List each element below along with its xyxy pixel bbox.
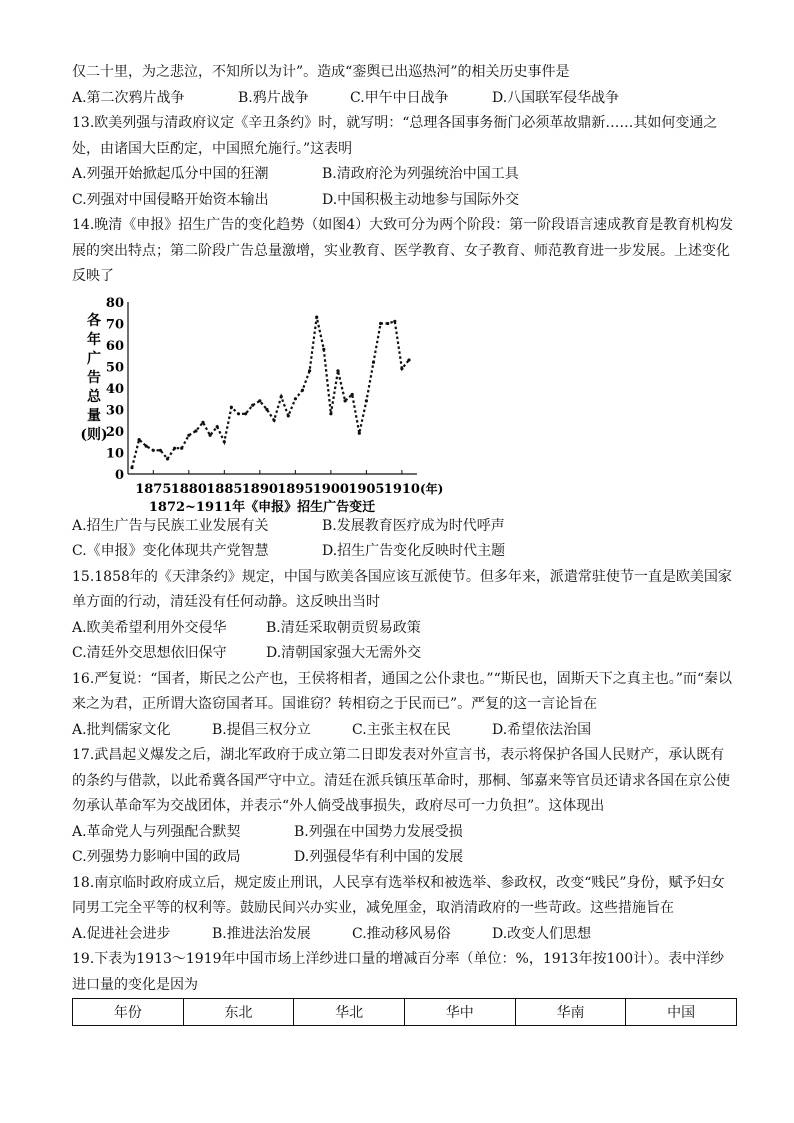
y-axis-title xyxy=(80,312,107,443)
q12-option-d[interactable]: D.八国联军侵华战争 xyxy=(492,89,620,106)
x-tick-label: 1905 xyxy=(348,481,385,497)
table-header-cell: 华南 xyxy=(515,999,626,1026)
q13-option-c[interactable]: C.列强对中国侵略开始资本输出 xyxy=(72,191,269,208)
q15-option-d[interactable]: D.清朝国家强大无需外交 xyxy=(266,645,422,661)
data-point xyxy=(216,425,219,428)
q13-options-row2 xyxy=(72,188,738,214)
data-point xyxy=(336,369,339,372)
table-header-cell: 东北 xyxy=(183,999,294,1026)
y-tick-label: 10 xyxy=(105,446,124,461)
x-tick-label: 1875 xyxy=(135,481,172,497)
data-point xyxy=(180,446,183,449)
q15-option-b[interactable]: B.清廷采取朝贡贸易政策 xyxy=(266,619,421,636)
data-point xyxy=(294,397,297,400)
q17-options-row1 xyxy=(72,820,738,846)
q14-stem: 14.晚清《申报》招生广告的变化趋势（如图4）大致可分为两个阶段：第一阶段语言速成教育是教育机构发展的突出特点；第二阶段广告总量激增，实业教育、医学教育、女子教育、师范教育进一步发展。上述变化反映了 xyxy=(72,217,734,284)
data-point xyxy=(315,315,318,318)
data-point xyxy=(322,347,325,350)
data-point xyxy=(400,367,403,370)
series-line xyxy=(132,317,409,468)
q14-options-row2 xyxy=(72,539,738,565)
chart-figure-4 xyxy=(72,292,738,514)
q15-stem: 15.1858年的《天津条约》规定，中国与欧美各国应该互派使节。但多年来，派遣常驻使节一直是欧美国家单方面的行动，清廷没有任何动静。这反映出当时 xyxy=(72,568,732,610)
data-point xyxy=(287,414,290,417)
q16-option-d[interactable]: D.希望依法治国 xyxy=(492,721,592,738)
data-point xyxy=(280,395,283,398)
data-point xyxy=(145,444,148,447)
q15-options-row2 xyxy=(72,641,738,667)
data-point xyxy=(130,466,133,469)
q16-option-c[interactable]: C.主张主权在民 xyxy=(352,721,451,738)
q17-option-b[interactable]: B.列强在中国势力发展受损 xyxy=(294,823,463,840)
data-point xyxy=(194,429,197,432)
x-tick-label: 1900 xyxy=(312,481,349,497)
q17-option-c[interactable]: C.列强势力影响中国的政局 xyxy=(72,849,241,865)
q18-stem: 18.南京临时政府成立后，规定废止刑讯，人民享有选举权和被选举、参政权，改变“贱民”身份，赋予妇女同男工完全平等的权利等。鼓励民间兴办实业，减免厘金，取消清政府的一些苛政。这些措施旨在 xyxy=(72,874,725,916)
data-point xyxy=(138,438,141,441)
q12-option-b[interactable]: B.鸦片战争 xyxy=(238,89,309,106)
data-point xyxy=(166,457,169,460)
x-axis-unit: (年) xyxy=(420,481,444,496)
data-point xyxy=(386,321,389,324)
data-point xyxy=(201,420,204,423)
q17-options-row2 xyxy=(72,845,738,871)
q18-option-c[interactable]: C.推动移风易俗 xyxy=(352,925,451,942)
q19-stem: 19.下表为1913～1919年中国市场上洋纱进口量的增减百分率（单位：%，1913年按100计）。表中洋纱进口量的变化是因为 xyxy=(72,951,725,993)
q14-option-d[interactable]: D.招生广告变化反映时代主题 xyxy=(322,543,506,559)
data-point xyxy=(244,412,247,415)
data-point xyxy=(308,369,311,372)
data-point xyxy=(301,388,304,391)
chart-title: 1872~1911年《申报》招生广告变迁 xyxy=(148,499,376,514)
line-chart xyxy=(72,292,452,514)
exam-page xyxy=(72,60,738,1026)
x-tick-label: 1890 xyxy=(241,481,278,497)
y-tick-label: 40 xyxy=(105,381,124,397)
q13-stem: 13.欧美列强与清政府议定《辛丑条约》时，就写明：“总理各国事务衙门必须革故鼎新……其如何变通之处，由诸国大臣酌定，中国照允施行。”这表明 xyxy=(72,115,718,157)
data-point xyxy=(159,448,162,451)
q13-option-b[interactable]: B.清政府沦为列强统治中国工具 xyxy=(322,166,519,182)
q14-option-c[interactable]: C.《申报》变化体现共产党智慧 xyxy=(72,543,269,559)
data-point xyxy=(251,403,254,406)
y-tick-label: 80 xyxy=(105,295,124,311)
y-tick-label: 70 xyxy=(105,317,124,332)
table-header-cell: 华北 xyxy=(294,999,405,1026)
q16-stem: 16.严复说：“国者，斯民之公产也，王侯将相者，通国之公仆隶也。”“斯民也，固斯天下之真主也。”而“秦以来之为君，正所谓大盗窃国者耳。国谁窃？转相窃之于民而已”。严复的这一言论旨在 xyxy=(72,670,733,712)
data-point xyxy=(209,433,212,436)
y-tick-label: 50 xyxy=(105,360,124,375)
data-point xyxy=(173,446,176,449)
q15-option-c[interactable]: C.清廷外交思想依旧保守 xyxy=(72,645,227,661)
data-point xyxy=(223,440,226,443)
q12-options xyxy=(72,86,738,112)
data-point xyxy=(407,358,410,361)
data-point xyxy=(379,321,382,324)
q17-option-a[interactable]: A.革命党人与列强配合默契 xyxy=(72,823,241,840)
data-point xyxy=(258,399,261,402)
q16-option-b[interactable]: B.提倡三权分立 xyxy=(212,721,311,738)
q18-options xyxy=(72,922,738,948)
table-header-cell: 华中 xyxy=(404,999,515,1026)
data-point xyxy=(344,399,347,402)
q12-stem-tail: 仅二十里，为之悲泣，不知所以为计”。造成“銮舆已出巡热河”的相关历史事件是 xyxy=(72,64,570,80)
q15-options-row1 xyxy=(72,616,738,642)
y-axis-title-text: 各年广告总量(则) xyxy=(80,312,108,443)
x-tick-label: 1895 xyxy=(277,481,314,497)
y-tick-label: 20 xyxy=(105,424,124,440)
q13-option-a[interactable]: A.列强开始掀起瓜分中国的狂潮 xyxy=(72,166,269,182)
x-tick-label: 1885 xyxy=(206,481,243,497)
data-point xyxy=(265,407,268,410)
data-point xyxy=(393,319,396,322)
x-tick-label: 1910 xyxy=(383,481,420,497)
data-point xyxy=(351,392,354,395)
data-point xyxy=(358,431,361,434)
data-point xyxy=(329,412,332,415)
data-point xyxy=(237,412,240,415)
data-point xyxy=(152,448,155,451)
table-header-row xyxy=(73,999,737,1026)
y-tick-label: 30 xyxy=(105,403,124,418)
q14-option-b[interactable]: B.发展教育医疗成为时代呼声 xyxy=(322,517,505,534)
table-header-cell: 年份 xyxy=(73,999,184,1026)
q14-option-a[interactable]: A.招生广告与民族工业发展有关 xyxy=(72,517,269,534)
q13-options-row1 xyxy=(72,162,738,188)
data-point xyxy=(365,399,368,402)
x-tick-label: 1880 xyxy=(170,481,207,497)
data-point xyxy=(372,360,375,363)
data-point xyxy=(187,433,190,436)
q16-option-a[interactable]: A.批判儒家文化 xyxy=(72,721,171,738)
q19-table xyxy=(72,998,737,1026)
y-tick-label: 60 xyxy=(105,338,124,354)
q12-option-a[interactable]: A.第二次鸦片战争 xyxy=(72,89,185,106)
q16-options xyxy=(72,718,738,744)
y-tick-label: 0 xyxy=(114,467,124,483)
data-point xyxy=(273,418,276,421)
table-header-cell: 中国 xyxy=(626,999,737,1026)
q17-stem: 17.武昌起义爆发之后，湖北军政府于成立第二日即发表对外宣言书，表示将保护各国人民财产，承认既有的条约与借款，以此希冀各国严守中立。清廷在派兵镇压革命时，那桐、邹嘉来等官员还请求各国在京公使勿承认革命军为交战团体，并表示“外人倘受战事损失，政府尽可一力负担”。这体现出 xyxy=(72,747,730,814)
q17-option-d[interactable]: D.列强侵华有利中国的发展 xyxy=(294,849,464,865)
data-point xyxy=(230,405,233,408)
q15-option-a[interactable]: A.欧美希望利用外交侵华 xyxy=(72,619,227,636)
q14-options-row1 xyxy=(72,514,738,540)
q18-option-d[interactable]: D.改变人们思想 xyxy=(492,925,592,942)
q18-option-b[interactable]: B.推进法治发展 xyxy=(212,925,311,942)
q13-option-d[interactable]: D.中国积极主动地参与国际外交 xyxy=(322,191,520,208)
q18-option-a[interactable]: A.促进社会进步 xyxy=(72,925,171,942)
q12-option-c[interactable]: C.甲午中日战争 xyxy=(350,89,449,106)
